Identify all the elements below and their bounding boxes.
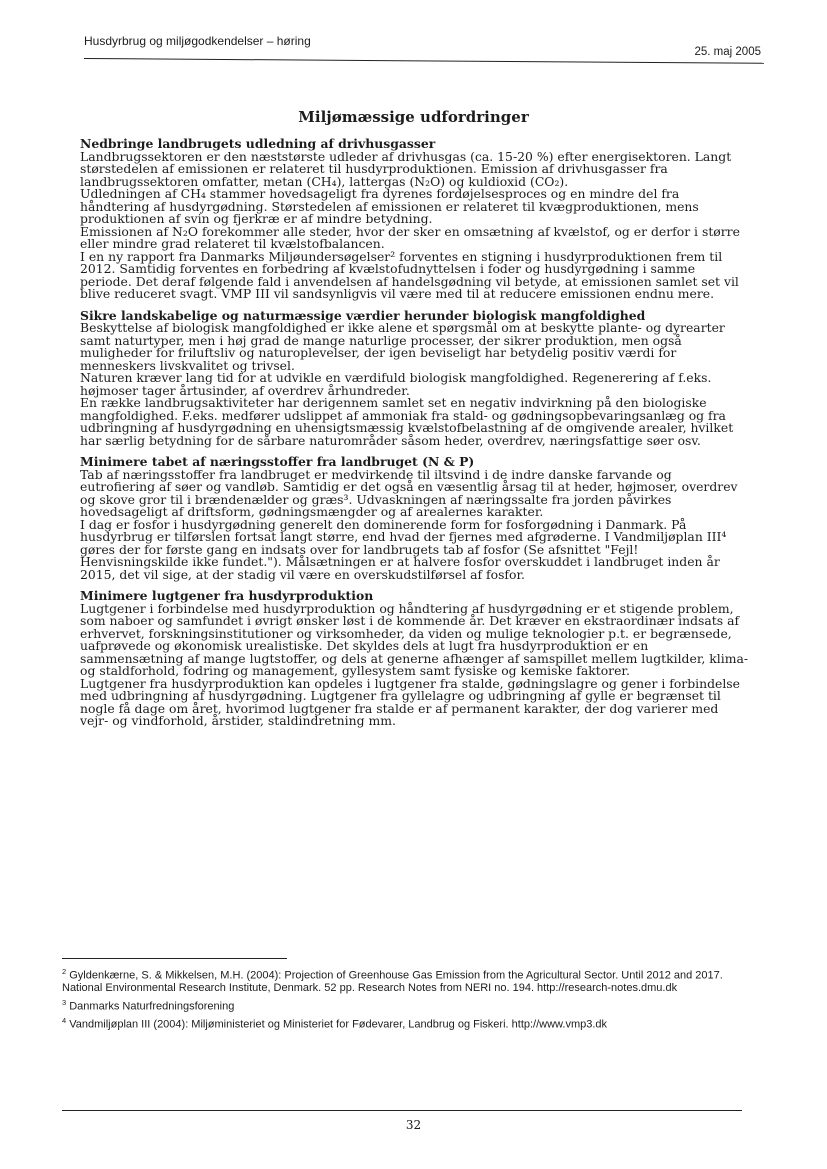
footnote — [62, 966, 742, 995]
section-greenhouse-gas — [80, 138, 750, 301]
footnote-divider — [62, 958, 287, 959]
header-divider — [84, 58, 764, 64]
paragraph: I en ny rapport fra Danmarks Miljøundersøgelser² forventes en stigning i husdyrproduktionen frem til 2012. Samtidig forventes en forbedring af kvælstofudnyttelsen i foder og husdyrgødning i samme periode. Det deraf følgende fald i anvendelsen af handelsgødning vil betyde, at emissionen samlet set vil blive reduceret svagt. VMP III vil sandsynligvis vil være med til at reducere emissionen endnu mere. — [80, 248, 739, 301]
footnote — [62, 1015, 742, 1031]
footnote-marker: 3 — [62, 997, 67, 1007]
section-nutrients — [80, 456, 750, 581]
footnote-text: Danmarks Naturfredningsforening — [69, 1000, 235, 1013]
paragraph: En række landbrugsaktiviteter har derigennem samlet set en negativ indvirkning på den biologiske mangfoldighed. F.eks. medfører udslippet af ammoniak fra stald- og gødningsopbevaringsanlæg og fra udbringning af husdyrgødning en uhensigtsmæssig kvælstofbelastning af de omgivende arealer, hvilket har særlig betydning for de sårbare naturområder såsom heder, overdrev, næringsfattige søer osv. — [80, 395, 734, 448]
document-body — [80, 138, 750, 737]
header-title: Husdyrbrug og miljøgodkendelser – høring — [84, 34, 311, 48]
section-heading: Sikre landskabelige og naturmæssige værdier herunder biologisk mangfoldighed — [80, 307, 646, 323]
footnote-marker: 2 — [62, 967, 67, 976]
paragraph: Lugtgener fra husdyrproduktion kan opdeles i lugtgener fra stalde, gødningslagre og gener i forbindelse med udbringning af husdyrgødning. Lugtgener fra gyllelagre og udbringning af gylle er begrænset til nogle få dage om året, hvorimod lugtgener fra stalde er af permanent karakter, der dog varierer med vejr- og vindforhold, årstider, staldindretning mm. — [80, 675, 740, 728]
paragraph: I dag er fosfor i husdyrgødning generelt den dominerende form for fosforgødning i Danmark. På husdyrbrug er tilførslen fortsat langt større, end hvad der fjernes med afgrøderne. I Vandmiljøplan III⁴ gøres der for første gang en indsats over for landbrugets tab af fosfor (Se afsnittet "Fejl! Henvisningskilde ikke fundet."). Målsætningen er at halvere fosfor overskuddet i landbruget inden år 2015, det vil sige, at der stadig vil være en overskudstilførsel af fosfor. — [80, 516, 727, 582]
footnote-marker: 4 — [62, 1015, 67, 1025]
footnote-text: Gyldenkærne, S. & Mikkelsen, M.H. (2004): Projection of Greenhouse Gas Emission from the Agricultural Sector. Until 2012 and 2017. National Environmental Research Institute, Denmark. 52 pp. Research Notes from NERI no. 194. http://research-notes.dmu.dk — [62, 969, 723, 995]
paragraph: Tab af næringsstoffer fra landbruget er medvirkende til iltsvind i de indre danske farvande og eutrofiering af søer og vandløb. Samtidig er det også en væsentlig årsag til at heder, højmoser, overdrev og skove gror til i brændenælder og græs³. Udvaskningen af næringssalte fra jorden påvirkes hovedsageligt af driftsform, gødningsmængder og af arealernes karakter. — [80, 466, 738, 519]
footnote — [62, 997, 742, 1013]
section-heading: Minimere tabet af næringsstoffer fra landbruget (N & P) — [80, 454, 475, 469]
page-title: Miljømæssige udfordringer — [298, 108, 529, 126]
footnote-text: Vandmiljøplan III (2004): Miljøministeriet og Ministeriet for Fødevarer, Landbrug og Fiskeri. http://www.vmp3.dk — [69, 1018, 608, 1031]
section-biodiversity — [80, 307, 750, 448]
section-odour — [80, 590, 750, 728]
section-heading: Nedbringe landbrugets udledning af drivhusgasser — [80, 136, 436, 151]
paragraph: Lugtgener i forbindelse med husdyrproduktion og håndtering af husdyrgødning er et stigende problem, som naboer og samfundet i øvrigt ønsker løst i de kommende år. Det kræver en ekstraordinær indsats af erhvervet, forskningsinstitutioner og virksomheder, da viden og mulige teknologier p.t. er begrænsede, uafprøvede og økonomisk urealistiske. Det skyldes dels at lugt fra husdyrproduktion er en sammensætning af mange lugtstoffer, og dels at generne afhænger af samspillet mellem lugtkilder, klima- og staldforhold, fodring og management, gyllesystem samt fysiske og kemiske faktorer. — [80, 600, 749, 678]
footnotes — [62, 966, 742, 1033]
paragraph: Emissionen af N₂O forekommer alle steder, hvor der sker en omsætning af kvælstof, og er derfor i større eller mindre grad relateret til kvælstofbalancen. — [80, 223, 740, 251]
paragraph: Naturen kræver lang tid for at udvikle en værdifuld biologisk mangfoldighed. Regenerering af f.eks. højmoser tager årtusinder, af overdrev århundreder. — [80, 370, 712, 398]
paragraph: Landbrugssektoren er den næststørste udleder af drivhusgas (ca. 15-20 %) efter energisektoren. Langt størstedelen af emissionen er relateret til husdyrproduktionen. Emission af drivhusgasser fra landbrugssektoren omfatter, metan (CH₄), lattergas (N₂O) og kuldioxid (CO₂). — [80, 148, 732, 189]
page-number: 32 — [405, 1118, 422, 1132]
header-date: 25. maj 2005 — [694, 46, 761, 58]
section-heading: Minimere lugtgener fra husdyrproduktion — [80, 588, 374, 603]
paragraph: Udledningen af CH₄ stammer hovedsageligt fra dyrenes fordøjelsesproces og en mindre del fra håndtering af husdyrgødning. Størstedelen af emissionen er relateret til kvægproduktionen, mens produktionen af svin og fjerkræ er af mindre betydning. — [80, 186, 699, 226]
footer-divider — [62, 1110, 742, 1111]
paragraph: Beskyttelse af biologisk mangfoldighed er ikke alene et spørgsmål om at beskytte plante- og dyrearter samt naturtyper, men i høj grad de mange naturlige processer, der sikrer produktion, men også muligheder for friluftsliv og naturoplevelser, der igen beviseligt har betydelig positiv værdi for menneskers livskvalitet og trivsel. — [80, 320, 725, 373]
